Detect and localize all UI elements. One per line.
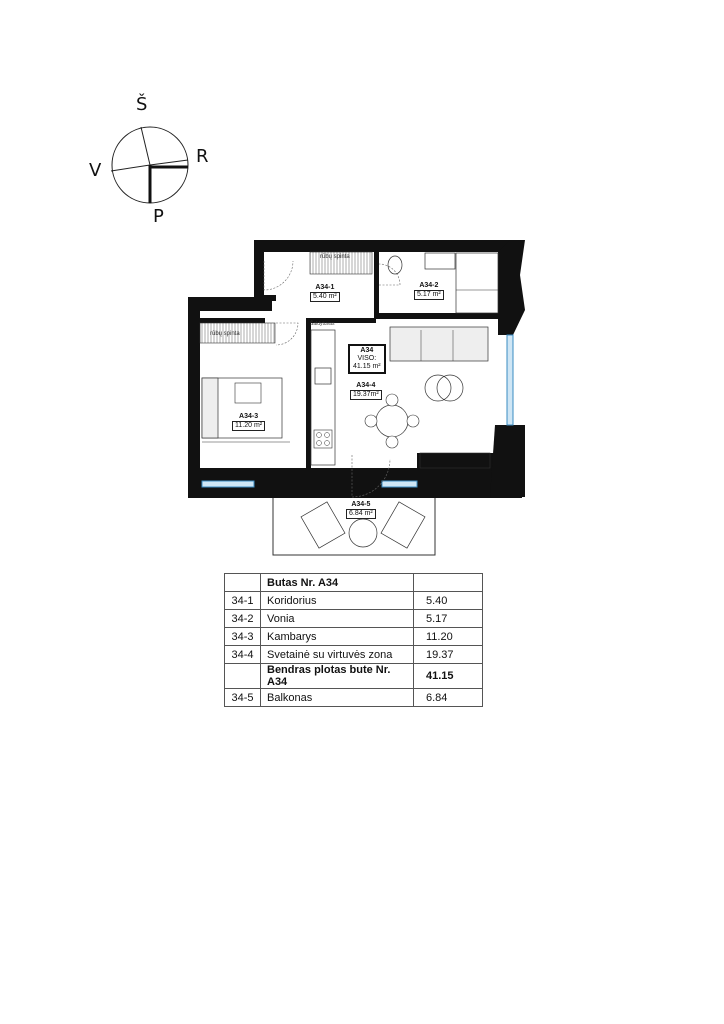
table-row: [225, 592, 483, 610]
wall-bottom-right-pier: [490, 425, 525, 497]
room-code: A34-3: [239, 413, 259, 420]
room-label-a34-4: [350, 382, 382, 400]
compass-east-label: R: [196, 146, 209, 167]
balcony-table: [349, 519, 377, 547]
coffee-table: [425, 375, 451, 401]
room-code: A34-5: [351, 501, 371, 508]
wall-corridor-left: [254, 240, 264, 297]
total-area: 41.15: [414, 664, 483, 689]
table-row: [225, 646, 483, 664]
room-area: 5.17 m²: [414, 290, 444, 300]
balcony-chair-right: [381, 502, 425, 548]
compass: [80, 90, 230, 230]
table-total-row: [225, 664, 483, 689]
sink: [425, 253, 455, 269]
wardrobe-label-bedroom: rūbų spinta: [210, 331, 240, 337]
table-row: [225, 628, 483, 646]
fridge-label: Šaldytuvas: [310, 321, 335, 327]
dining-table: [376, 405, 408, 437]
row-area: 6.84: [414, 689, 483, 707]
apartment-total-label: [348, 344, 386, 374]
row-area: 11.20: [414, 628, 483, 646]
room-code: A34-1: [315, 284, 335, 291]
row-name: Koridorius: [261, 592, 414, 610]
total-area: 41.15 m²: [353, 363, 381, 370]
room-code: A34-2: [419, 282, 439, 289]
row-name: Kambarys: [261, 628, 414, 646]
table-header: Butas Nr. A34: [261, 574, 414, 592]
compass-west-label: V: [89, 160, 102, 181]
wall-top-right: [498, 240, 525, 335]
row-name: Balkonas: [261, 689, 414, 707]
row-code: 34-4: [225, 646, 261, 664]
shower: [456, 253, 498, 313]
window-living: [382, 481, 417, 487]
row-code: 34-5: [225, 689, 261, 707]
row-code: 34-3: [225, 628, 261, 646]
door-entry: [264, 261, 293, 290]
row-code: 34-1: [225, 592, 261, 610]
wall-left: [188, 297, 200, 497]
window-bedroom: [202, 481, 254, 487]
wall-bath-left: [374, 252, 379, 315]
room-code: A34-4: [356, 382, 376, 389]
room-label-a34-1: [310, 284, 340, 302]
balcony-chair-left: [301, 502, 345, 548]
room-label-a34-3: [232, 413, 265, 431]
row-name: Vonia: [261, 610, 414, 628]
total-name: Bendras plotas bute Nr. A34: [261, 664, 414, 689]
room-area: 11.20 m²: [232, 421, 265, 431]
table-header-row: [225, 574, 483, 592]
compass-north-label: Š: [136, 94, 148, 115]
wardrobe-label-corridor: rūbų spinta: [320, 254, 350, 260]
total-caption: VISO:: [357, 355, 377, 362]
wall-bedroom-right: [306, 318, 311, 468]
area-table: [224, 573, 483, 707]
row-code: 34-2: [225, 610, 261, 628]
row-name: Svetainė su virtuvės zona: [261, 646, 414, 664]
room-area: 19.37m²: [350, 390, 382, 400]
window-east: [507, 335, 513, 425]
wall-bath-bottom: [374, 313, 498, 319]
room-label-a34-5: [346, 501, 376, 519]
room-area: 6.84 m²: [346, 509, 376, 519]
apartment-code: A34: [360, 347, 374, 354]
wall-bedroom-top: [188, 297, 272, 311]
floor-plan: [180, 235, 540, 565]
cooktop: [314, 430, 332, 448]
room-label-a34-2: [414, 282, 444, 300]
kitchen-sink: [315, 368, 331, 384]
row-area: 5.40: [414, 592, 483, 610]
table-row: [225, 689, 483, 707]
sofa: [390, 327, 488, 361]
door-bedroom: [276, 323, 298, 345]
compass-south-label: P: [153, 206, 164, 227]
table-row: [225, 610, 483, 628]
wall-bedroom-inner-top: [200, 318, 265, 323]
room-area: 5.40 m²: [310, 292, 340, 302]
door-bath: [379, 264, 400, 285]
kitchen-counter: [311, 330, 335, 465]
row-area: 19.37: [414, 646, 483, 664]
wall-top: [254, 240, 522, 252]
row-area: 5.17: [414, 610, 483, 628]
